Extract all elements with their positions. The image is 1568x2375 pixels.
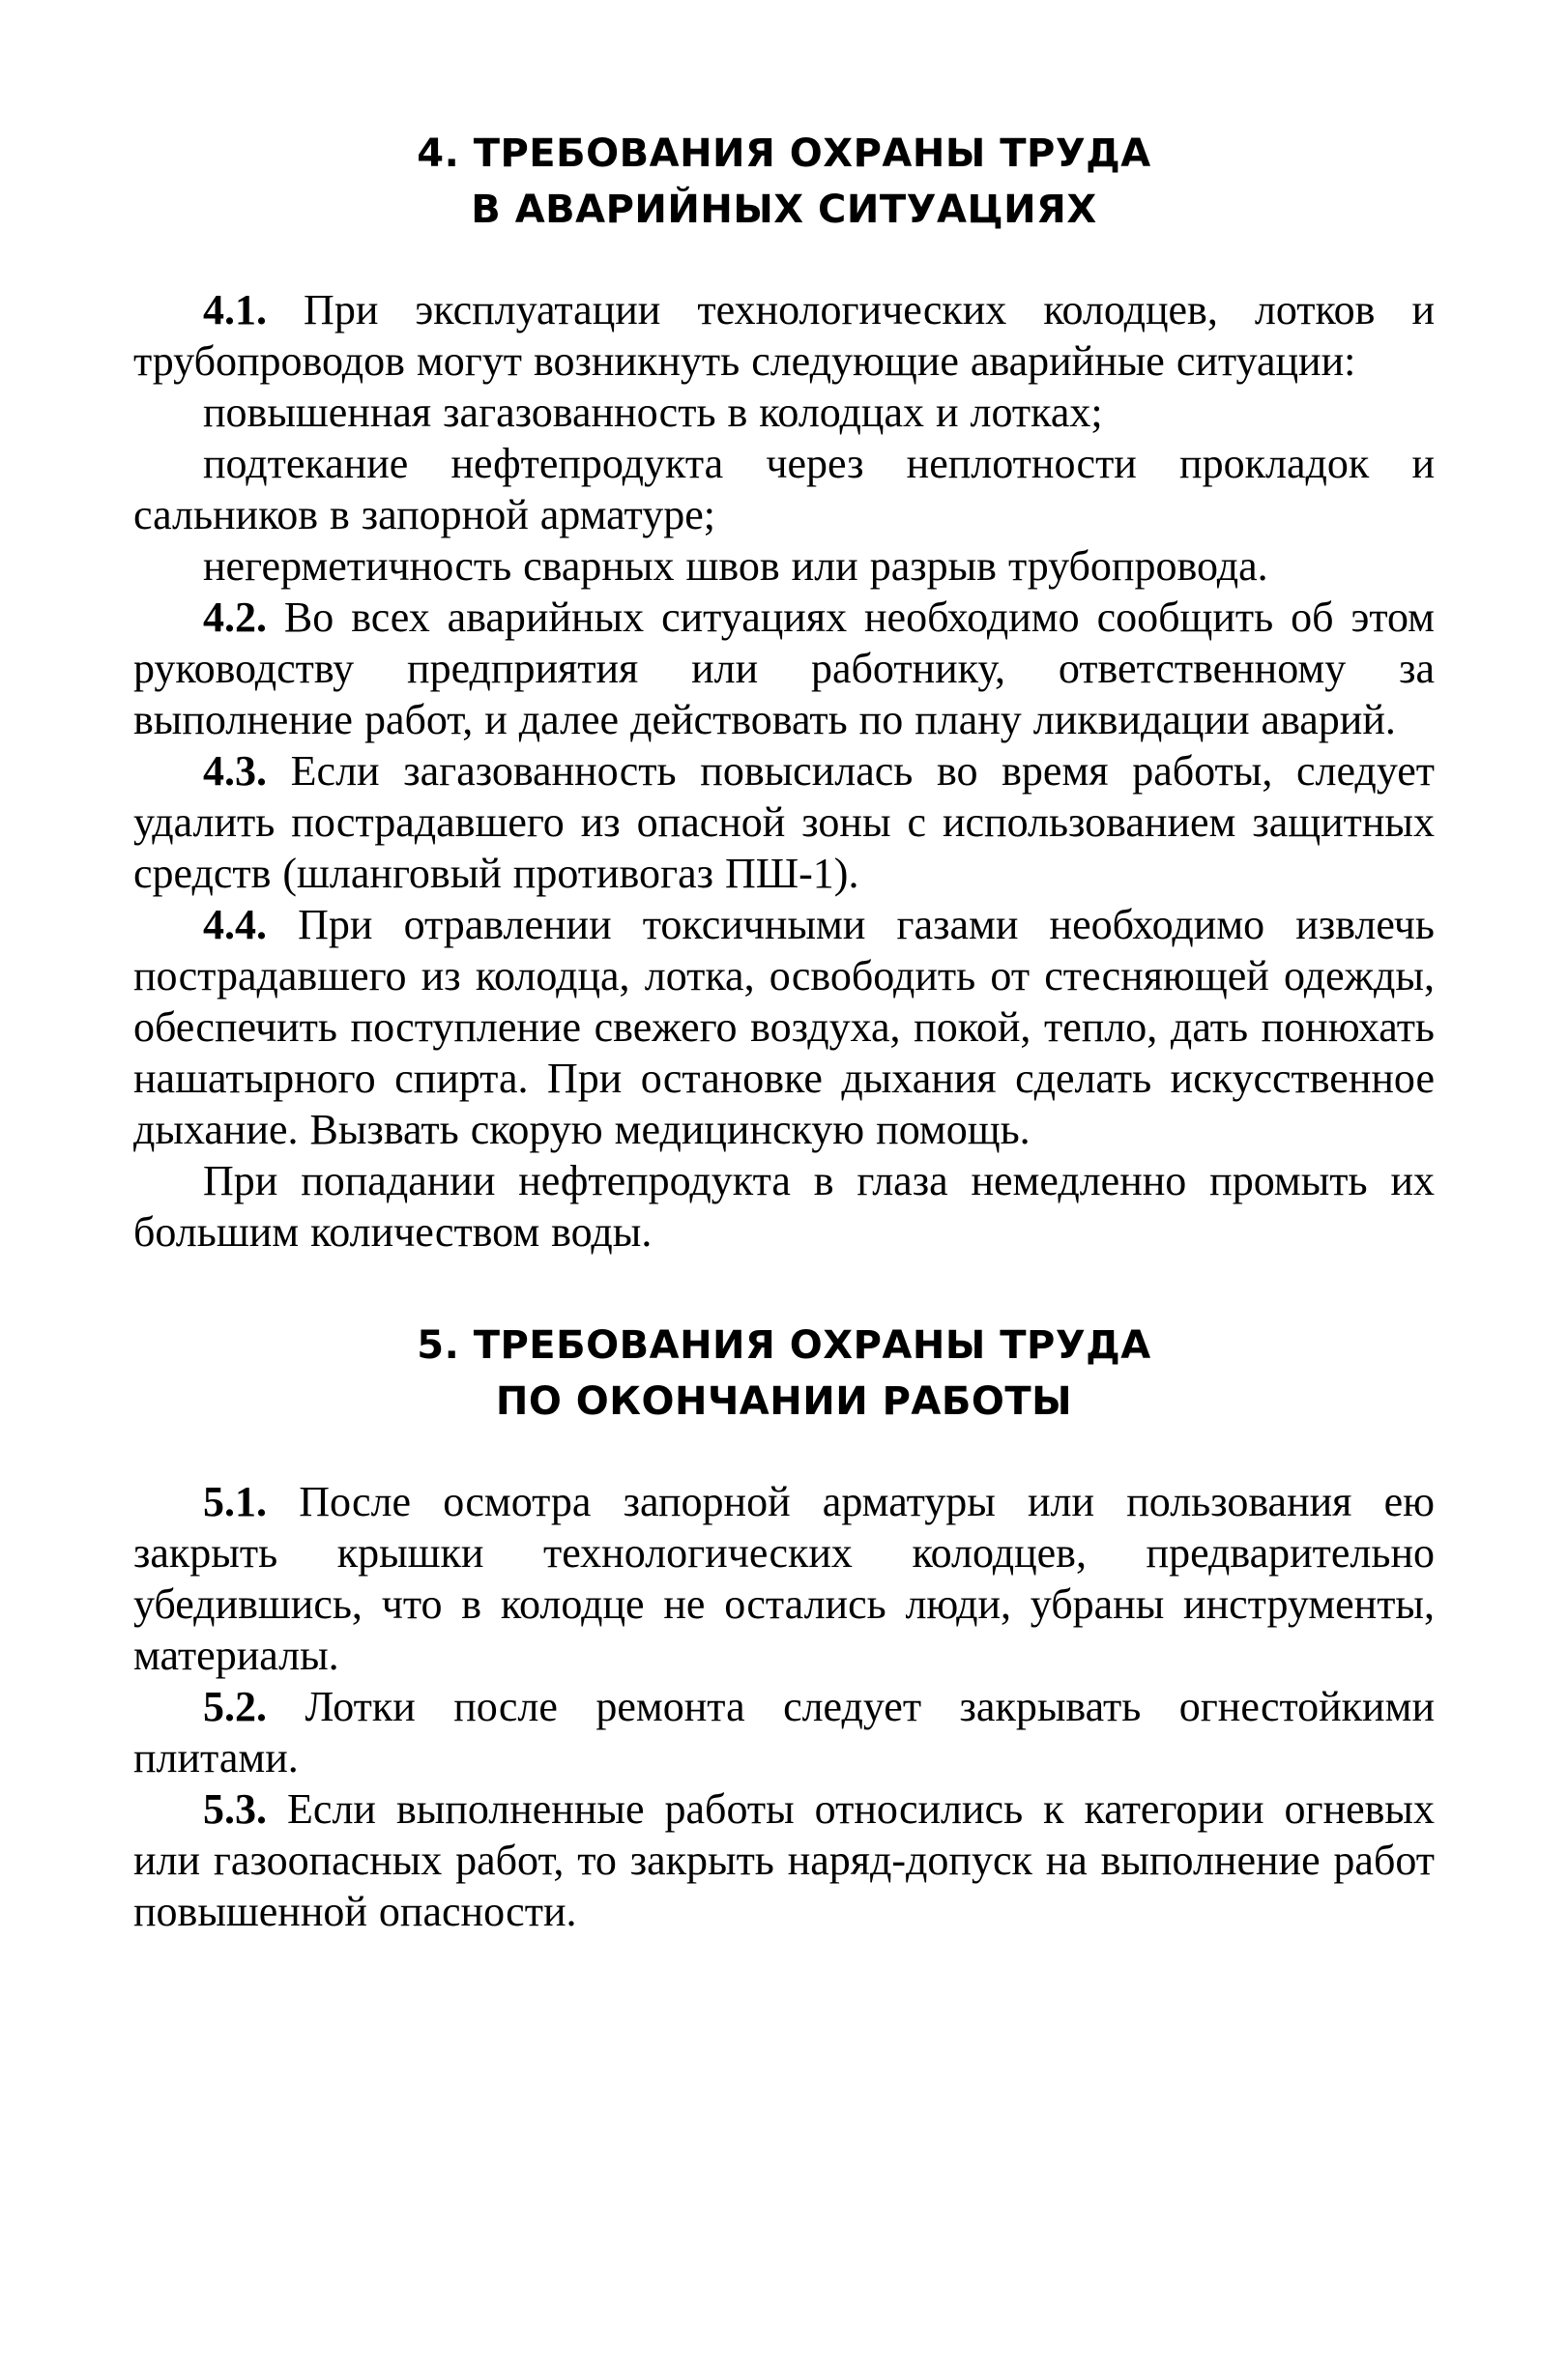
paragraph-text: повышенная загазованность в колодцах и лотках; — [203, 389, 1103, 436]
section-5-title-line-1: 5. ТРЕБОВАНИЯ ОХРАНЫ ТРУДА — [417, 1323, 1151, 1368]
paragraph-text: Если загазованность повысилась во время работы, следует удалить пострадавшего из опасной зоны с использованием защитных средств (шланговый противогаз ПШ-1). — [133, 747, 1435, 897]
paragraph-number: 4.1. — [203, 286, 267, 333]
paragraph-text: При отравлении токсичными газами необходимо извлечь пострадавшего из колодца, лотка, освободить от стесняющей одежды, обеспечить поступление свежего воздуха, покой, тепло, дать понюхать нашатырного спирта. При остановке дыхания сделать искусственное дыхание. Вызвать скорую медицинскую помощь. — [133, 901, 1435, 1153]
section-5 — [133, 1318, 1435, 1937]
section-5-body — [133, 1476, 1435, 1937]
document-page — [133, 126, 1435, 1937]
paragraph-text: При попадании нефтепродукта в глаза немедленно промыть их большим количеством воды. — [133, 1157, 1435, 1256]
section-5-title-line-2: ПО ОКОНЧАНИИ РАБОТЫ — [495, 1379, 1073, 1424]
paragraph-4-3 — [133, 745, 1435, 899]
paragraph-5-1 — [133, 1476, 1435, 1681]
paragraph-eye-contact — [133, 1155, 1435, 1258]
section-4-title-line-1: 4. ТРЕБОВАНИЯ ОХРАНЫ ТРУДА — [417, 131, 1151, 176]
paragraph-number: 4.4. — [203, 901, 267, 948]
paragraph-number: 5.1. — [203, 1478, 267, 1525]
paragraph-5-3 — [133, 1783, 1435, 1937]
paragraph-number: 5.2. — [203, 1683, 267, 1730]
paragraph-text: подтекание нефтепродукта через неплотности прокладок и сальников в запорной арматуре; — [133, 440, 1435, 538]
paragraph-4-4 — [133, 899, 1435, 1155]
paragraph-5-2 — [133, 1681, 1435, 1783]
paragraph-text: После осмотра запорной арматуры или пользования ею закрыть крышки технологических колодцев, предварительно убедившись, что в колодце не остались люди, убраны инструменты, материалы. — [133, 1478, 1435, 1679]
paragraph-number: 4.3. — [203, 747, 267, 795]
paragraph-number: 5.3. — [203, 1785, 267, 1833]
list-item-gas-contamination — [133, 387, 1435, 438]
paragraph-text: Во всех аварийных ситуациях необходимо сообщить об этом руководству предприятия или работнику, ответственному за выполнение работ, и далее действовать по плану ликвидации аварий. — [133, 594, 1435, 743]
section-4-body — [133, 284, 1435, 1258]
paragraph-text: При эксплуатации технологических колодцев, лотков и трубопроводов могут возникнуть следующие аварийные ситуации: — [133, 286, 1435, 385]
paragraph-4-2 — [133, 592, 1435, 745]
section-4 — [133, 126, 1435, 1258]
list-item-leakage — [133, 438, 1435, 540]
paragraph-text: негерметичность сварных швов или разрыв трубопровода. — [203, 542, 1268, 590]
section-4-title-line-2: В АВАРИЙНЫХ СИТУАЦИЯХ — [471, 188, 1097, 232]
paragraph-text: Лотки после ремонта следует закрывать огнестойкими плитами. — [133, 1683, 1435, 1781]
list-item-weld-failure — [133, 540, 1435, 592]
paragraph-4-1 — [133, 284, 1435, 387]
paragraph-number: 4.2. — [203, 594, 267, 641]
paragraph-text: Если выполненные работы относились к категории огневых или газоопасных работ, то закрыть наряд-допуск на выполнение работ повышенной опасности. — [133, 1785, 1435, 1935]
